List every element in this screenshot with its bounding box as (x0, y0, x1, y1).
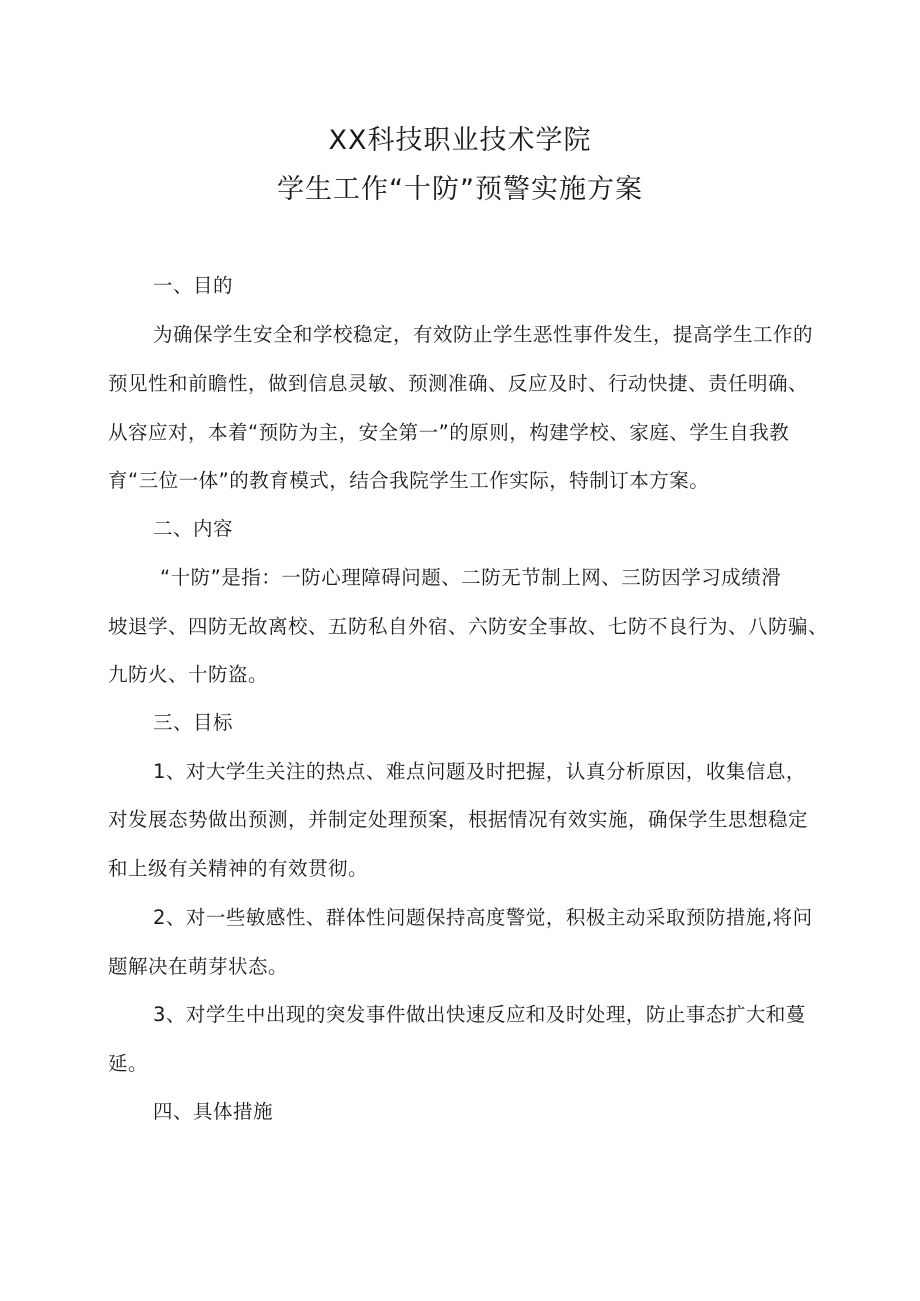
goal-item-1-line: 1、对大学生关注的热点、难点问题及时把握，认真分析原因，收集信息， (153, 760, 806, 783)
section-heading-goals: 三、目标 (153, 711, 234, 734)
section-heading-content: 二、内容 (153, 517, 234, 540)
paragraph-line: 为确保学生安全和学校稳定，有效防止学生恶性事件发生，提高学生工作的 (153, 323, 814, 346)
paragraph-line: “十防”是指：一防心理障碍问题、二防无节制上网、三防因学习成绩滑 (160, 566, 782, 589)
paragraph-line: 育“三位一体”的教育模式，结合我院学生工作实际，特制订本方案。 (108, 469, 710, 492)
paragraph-line: 九防火、十防盗。 (108, 663, 269, 686)
goal-item-2-line: 2、对一些敏感性、群体性问题保持高度警觉，积极主动采取预防措施,将问 (153, 906, 813, 929)
document-title-school: XX科技职业技术学院 (328, 125, 592, 156)
section-heading-measures: 四、具体措施 (153, 1100, 274, 1123)
goal-item-3-line: 3、对学生中出现的突发事件做出快速反应和及时处理，防止事态扩大和蔓 (153, 1003, 806, 1026)
goal-item-2-line: 题解决在萌芽状态。 (108, 955, 289, 978)
goal-item-1-line: 对发展态势做出预测，并制定处理预案，根据情况有效实施，确保学生思想稳定 (108, 808, 809, 831)
goal-item-1-line: 和上级有关精神的有效贯彻。 (108, 857, 369, 880)
section-heading-purpose: 一、目的 (153, 274, 234, 297)
paragraph-line: 坡退学、四防无故离校、五防私自外宿、六防安全事故、七防不良行为、八防骗、 (108, 615, 829, 638)
paragraph-line: 预见性和前瞻性，做到信息灵敏、预测准确、反应及时、行动快捷、责任明确、 (108, 372, 809, 395)
goal-item-3-line: 延。 (108, 1052, 149, 1075)
paragraph-line: 从容应对，本着“预防为主，安全第一”的原则，构建学校、家庭、学生自我教 (108, 421, 790, 444)
document-title-plan: 学生工作“十防”预警实施方案 (277, 174, 643, 205)
